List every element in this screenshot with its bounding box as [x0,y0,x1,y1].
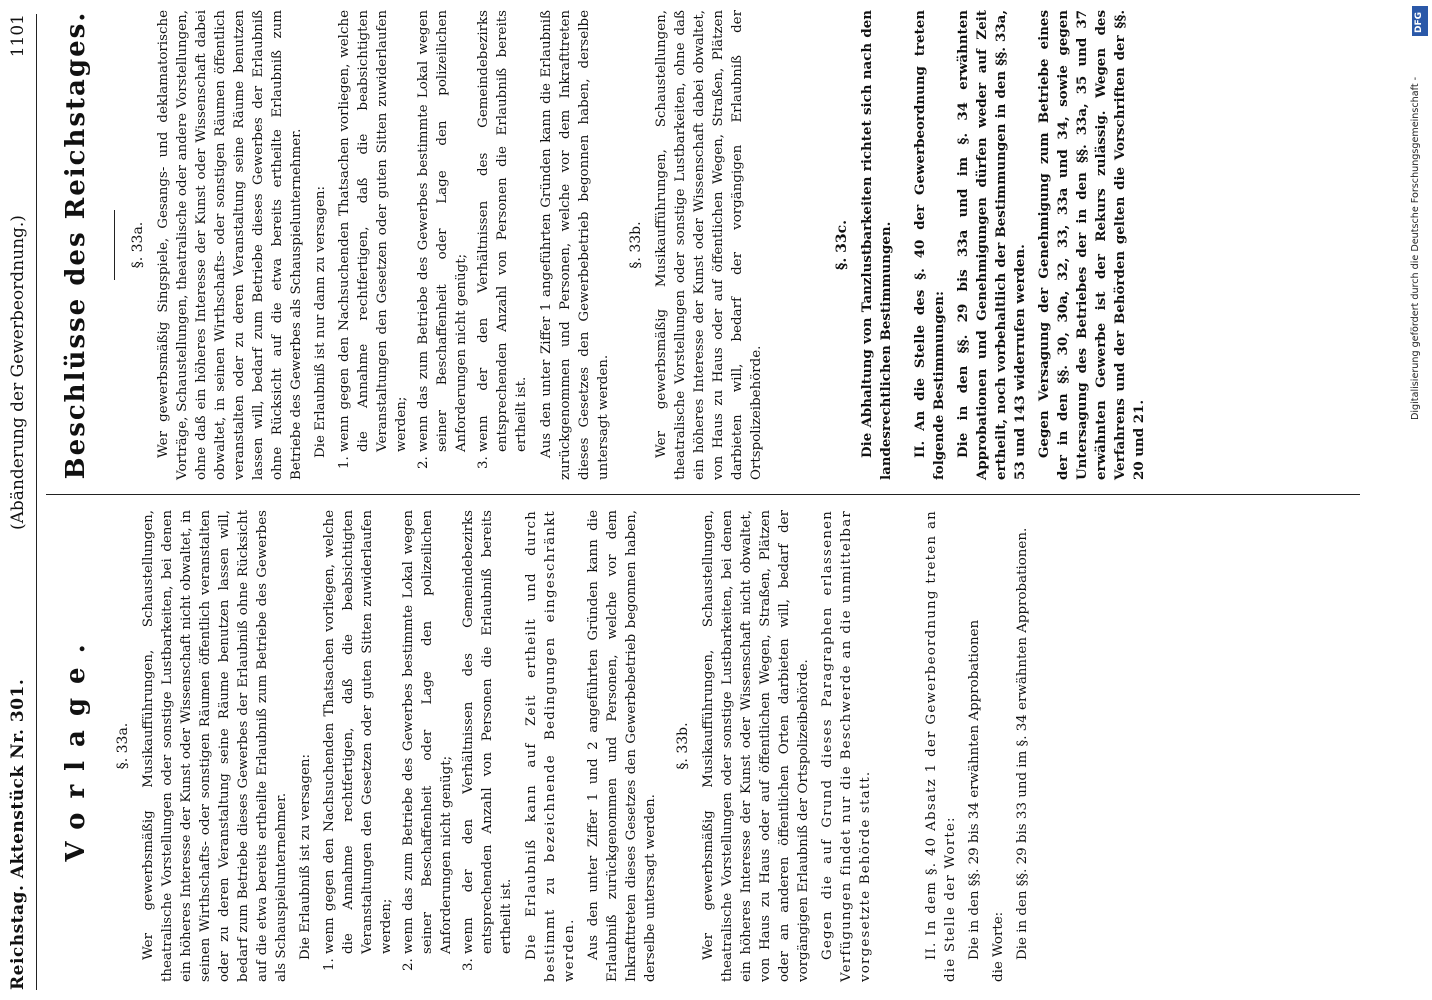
article-ii-paragraph-2: die Worte: [991,911,1006,982]
digitization-credit-text: Digitalisierung gefördert durch die Deutsche Forschungsgemeinschaft - [1410,76,1421,420]
right-column [48,10,1154,480]
article-ii-quote-2: Die in den §§. 29 bis 33 und im §. 34 erwähnten Approbationen. [1015,527,1030,960]
article-ii-paragraph-1: II. In dem §. 40 Absatz 1 der Gewerbeordnung treten an die Stelle der Worte: [924,510,958,982]
dfg-logo-text: DFG [1414,11,1424,33]
article-ii-paragraph-2: Die in den §§. 29 bis 33a und im §. 34 erwähnten Approbationen und Genehmigungen dürfen weder auf Zeit ertheilt, noch vorbehaltlich der Bestimmungen in den §§. 33a, 53 und 143 widerrufen werden. [955,10,1028,480]
section-33a-paragraph-2: Die Erlaubniß ist nur dann zu versagen: [313,185,328,458]
column-divider [46,494,1360,495]
section-33a-paragraph-1: Wer gewerbsmäßig Singspiele, Gesangs- und deklamatorische Vorträge, Schaustellungen, theatralische oder andere Vorstellungen, ohne daß ein höheres Interesse der Kunst oder Wissenschaft dabei obwaltet, in seinen Wirthschafts- oder sonstigen Räumen öffentlich veranstalten oder zu deren Veranstaltung seine Räume benutzen lassen will, bedarf zum Betriebe dieses Gewerbes der Erlaubniß ohne Rücksicht auf die etwa bereits ertheilte Erlaubniß zum Betriebe des Gewerbes als Schauspielunternehmer. [156,10,304,480]
section-33b-paragraph-1: Wer gewerbsmäßig Musikaufführungen, Schaustellungen, theatralische Vorstellungen oder sonstige Lustbarkeiten, ohne daß ein höheres Interesse der Kunst oder Wissenschaft dabei obwaltet, von Haus zu Haus oder auf öffentlichen Wegen, Straßen, Plätzen darbieten will, bedarf der vorgängigen Erlaubniß der Ortspolizeibehörde. [654,10,764,480]
section-33b-paragraph-1: Wer gewerbsmäßig Musikaufführungen, Schaustellungen, theatralische Vorstellungen oder sonstige Lustbarkeiten, bei denen ein höheres Interesse der Kunst oder Wissenschaft nicht obwaltet, von Haus zu Haus oder auf öffentlichen Wegen, Straßen, Plätzen oder an anderen öffentlichen Orten darbieten will, bedarf der vorgängigen Erlaubniß der Ortspolizeibehörde. [701,510,811,982]
header-title: Reichstag. Aktenstück Nr. 301. [8,678,28,990]
list-item: 2. wenn das zum Betriebe des Gewerbes bestimmte Lokal wegen seiner Beschaffenheit oder Lage den polizeilichen Anforderungen nicht genügt; [399,510,456,954]
list-item: 1. wenn gegen den Nachsuchenden Thatsachen vorliegen, welche die Annahme rechtfertigen, daß die beabsichtigten Veranstaltungen den Gesetzen oder guten Sitten zuwiderlaufen werden; [320,510,396,954]
left-column [48,510,1037,982]
section-33a-paragraph-3: Die Erlaubniß kann auf Zeit ertheilt und durch bestimmt zu bezeichnende Bedingungen eingeschränkt werden. [524,510,577,982]
dfg-logo [1412,6,1428,36]
section-33a-paragraph-4: Aus den unter Ziffer 1 und 2 angeführten Gründen kann die Erlaubniß zurückgenommen und Personen, welche vor dem Inkrafttreten dieses Gesetzes den Gewerbebetrieb begonnen haben, derselbe untersagt werden. [586,510,658,982]
page-number: 1101 [8,14,28,58]
title-rule [114,210,115,280]
section-33a-paragraph-1: Wer gewerbsmäßig Musikaufführungen, Schaustellungen, theatralische Vorstellungen oder sonstige Lustbarkeiten, bei denen ein höheres Interesse der Kunst oder Wissenschaft nicht obwaltet, in seinen Wirthschafts- oder sonstigen Räumen öffentlich veranstalten oder zu deren Veranstaltung seine Räume benutzen lassen will, bedarf zum Betriebe dieses Gewerbes der Erlaubniß ohne Rücksicht auf die etwa bereits ertheilte Erlaubniß zum Betriebe des Gewerbes als Schauspielunternehmer. [141,510,289,982]
list-item: 1. wenn gegen den Nachsuchenden Thatsachen vorliegen, welche die Annahme rechtfertigen, daß die beabsichtigten Veranstaltungen den Gesetzen oder guten Sitten zuwiderlaufen werden; [335,10,411,452]
list-item: 3. wenn der den Verhältnissen des Gemeindebezirks entsprechenden Anzahl von Personen die Erlaubniß bereits ertheilt ist. [474,10,531,452]
section-33c-paragraph-1: Die Abhaltung von Tanzlustbarkeiten richtet sich nach den landesrechtlichen Bestimmungen. [859,10,894,480]
section-33c-heading: §. 33c. [834,220,850,270]
article-ii-quote-1: Die in den §§. 29 bis 34 erwähnten Approbationen [967,619,982,960]
section-33a-heading: §. 33a. [115,722,131,770]
section-33a-paragraph-3: Aus den unter Ziffer 1 angeführten Gründen kann die Erlaubniß zurückgenommen und Personen, welche vor dem Inkrafttreten dieses Gesetzes den Gewerbebetrieb begonnen haben, derselbe untersagt werden. [539,10,611,480]
section-33b-heading: §. 33b. [628,221,644,269]
right-column-title: Beschlüsse des Reichstages. [61,10,91,480]
header-subject: (Abänderung der Gewerbeordnung.) [8,215,28,530]
section-33b-heading: §. 33b. [675,722,691,770]
article-ii-paragraph-3: Gegen Versagung der Genehmigung zum Betriebe eines der in den §§. 30, 30a, 32, 33, 33a und 34, sowie gegen Untersagung des Betriebes der in den §§. 33a, 35 und 37 erwähnten Gewerbe ist der Rekurs zulässig. Wegen des Verfahrens und der Behörden gelten die Vorschriften der §§. 20 und 21. [1036,10,1147,480]
section-33a-paragraph-2: Die Erlaubniß ist zu versagen: [298,753,313,960]
section-33b-paragraph-2: Gegen die auf Grund dieses Paragraphen erlassenen Verfügungen findet nur die Beschwerde an die unmittelbar vorgesetzte Behörde statt. [820,510,873,982]
header-rule [36,14,37,990]
section-33a-list [335,10,531,480]
section-33a-heading: §. 33a. [130,221,146,269]
section-33a-list [320,510,516,982]
left-column-title: Vorlage. [61,630,91,862]
article-ii-paragraph-1: II. An die Stelle des §. 40 der Gewerbeordnung treten folgende Bestimmungen: [912,10,947,480]
list-item: 2. wenn das zum Betriebe des Gewerbes bestimmte Lokal wegen seiner Beschaffenheit oder Lage den polizeilichen Anforderungen nicht genügt; [414,10,471,452]
digitization-credit-bar [1408,0,1432,1000]
list-item: 3. wenn der den Verhältnissen des Gemeindebezirks entsprechenden Anzahl von Personen die Erlaubniß bereits ertheilt ist. [459,510,516,954]
